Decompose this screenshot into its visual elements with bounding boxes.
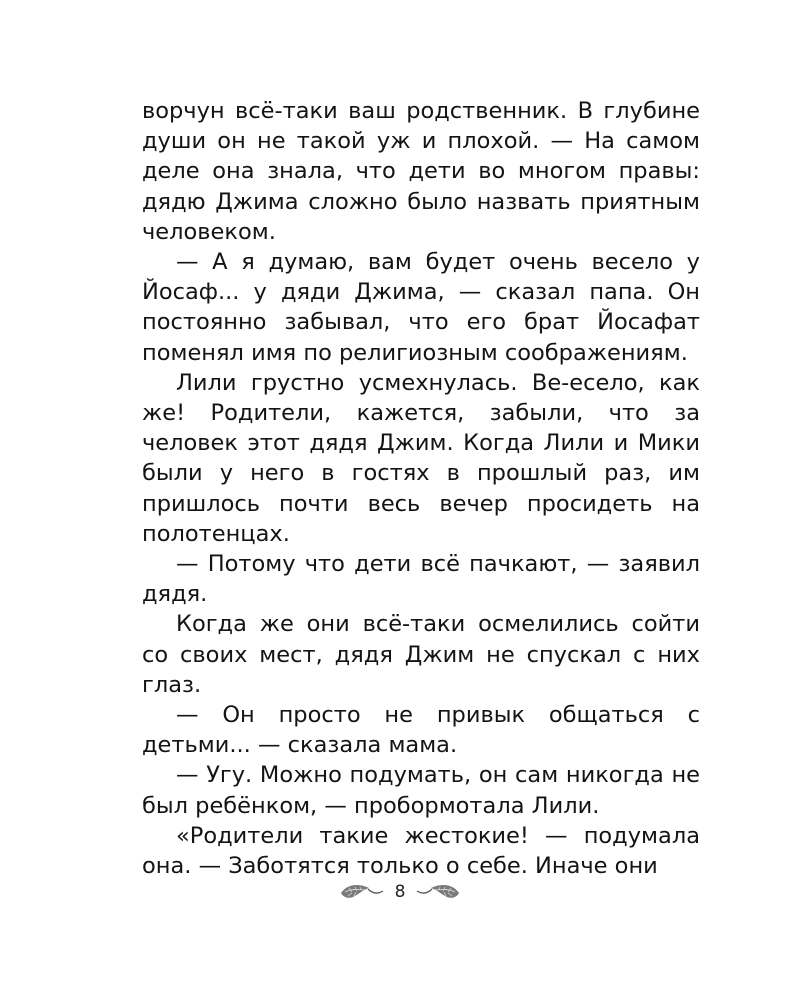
- page-number: 8: [394, 882, 406, 902]
- leaf-ornament-icon: [415, 882, 461, 902]
- leaf-ornament-icon: [339, 882, 385, 902]
- paragraph: Лили грустно усмехнулась. Ве-есело, как же! Родители, кажется, забыли, что за человек этот дядя Джим. Когда Лили и Мики были у него в гостях в прошлый раз, им пришлось почти весь вечер просидеть на полотенцах.: [142, 369, 700, 547]
- paragraph: Когда же они всё-таки осмелились сойти со своих мест, дядя Джим не спускал с них глаз.: [142, 611, 700, 698]
- paragraph: ворчун всё-таки ваш родственник. В глубине души он не такой уж и плохой. — На самом деле она знала, что дети во многом правы: дядю Джима сложно было назвать приятным человеком.: [142, 98, 700, 245]
- paragraph: — Потому что дети всё пачкают, — заявил дядя.: [142, 551, 700, 608]
- paragraph: «Родители такие жестокие! — подумала она. — Заботятся только о себе. Иначе они: [142, 822, 700, 880]
- paragraph: — Он просто не привык общаться с детьми... — сказала мама.: [142, 702, 700, 759]
- paragraph: — Угу. Можно подумать, он сам никогда не был ребёнком, — пробормотала Лили.: [142, 762, 700, 819]
- page-footer: [0, 876, 800, 908]
- paragraph: — А я думаю, вам будет очень весело у Йосаф... у дяди Джима, — сказал папа. Он постоянно забывал, что его брат Йосафат поменял имя по религиозным соображениям.: [142, 249, 700, 366]
- page-text: [142, 96, 700, 881]
